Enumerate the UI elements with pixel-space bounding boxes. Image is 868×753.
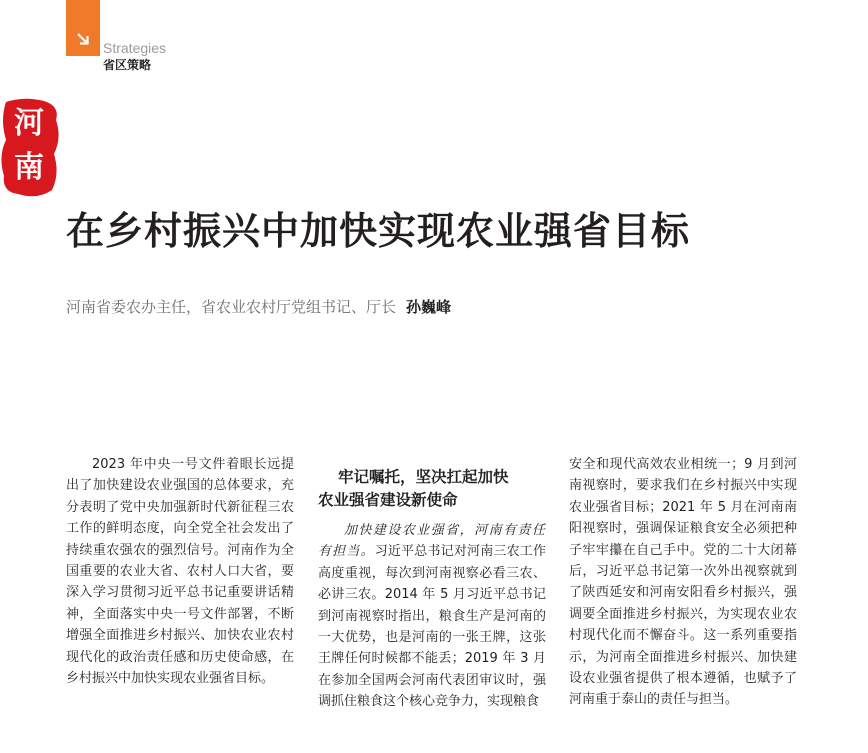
province-seal <box>0 98 62 198</box>
subheading-line-1: 牢记嘱托，坚决扛起加快 <box>338 468 509 486</box>
section-tab <box>66 0 100 56</box>
section-subheading <box>318 466 546 512</box>
article-column-3 <box>569 454 797 711</box>
author-name: 孙巍峰 <box>406 298 452 316</box>
section-label <box>103 40 166 73</box>
down-right-arrow-icon <box>76 32 90 46</box>
author-role: 河南省委农办主任，省农业农村厅党组书记、厅长 <box>66 298 397 316</box>
article-title: 在乡村振兴中加快实现农业强省目标 <box>66 208 691 253</box>
paragraph-2-body: 习近平总书记对河南三农工作高度重视，每次到河南视察必看三农、必讲三农。2014 年 5 月习近平总书记到河南视察时指出，粮食生产是河南的一大优势，也是河南的一张王牌，这张王牌任何时候都不能丢；2019 年 3 月在参加全国两会河南代表团审议时，强调抓住粮食这个核心竞争力，实现粮食 <box>318 544 546 710</box>
paragraph-2 <box>318 520 546 713</box>
paragraph-2-intro: 加快建设农业强省，河南有责任有担当。 <box>318 523 546 560</box>
subheading-line-2: 农业强省建设新使命 <box>318 491 458 509</box>
paragraph-3: 安全和现代高效农业相统一；9 月到河南视察时，要求我们在乡村振兴中实现农业强省目标；2021 年 5 月在河南南阳视察时，强调保证粮食安全必须把种子牢牢攥在自己手中。党的二十大闭幕后，习近平总书记第一次外出视察就到了陕西延安和河南安阳看乡村振兴，强调要全面推进乡村振兴，为实现农业农村现代化而不懈奋斗。这一系列重要指示，为河南全面推进乡村振兴、加快建设农业强省提供了根本遵循，也赋予了河南重于泰山的责任与担当。 <box>569 457 797 708</box>
seal-text: 河南 <box>14 106 44 185</box>
paragraph-1: 2023 年中央一号文件着眼长远提出了加快建设农业强国的总体要求，充分表明了党中央加强新时代新征程三农工作的鲜明态度，向全党全社会发出了持续重农强农的强烈信号。河南作为全国重要的农业大省、农村人口大省，要深入学习贯彻习近平总书记重要讲话精神，全面落实中央一号文件部署，不断增强全面推进乡村振兴、加快农业农村现代化的政治责任感和历史使命感，在乡村振兴中加快实现农业强省目标。 <box>66 457 294 687</box>
section-chinese: 省区策略 <box>103 58 152 72</box>
author-line <box>66 296 451 317</box>
article-column-2 <box>318 466 546 713</box>
section-english: Strategies <box>103 40 167 56</box>
article-column-1 <box>66 454 294 689</box>
